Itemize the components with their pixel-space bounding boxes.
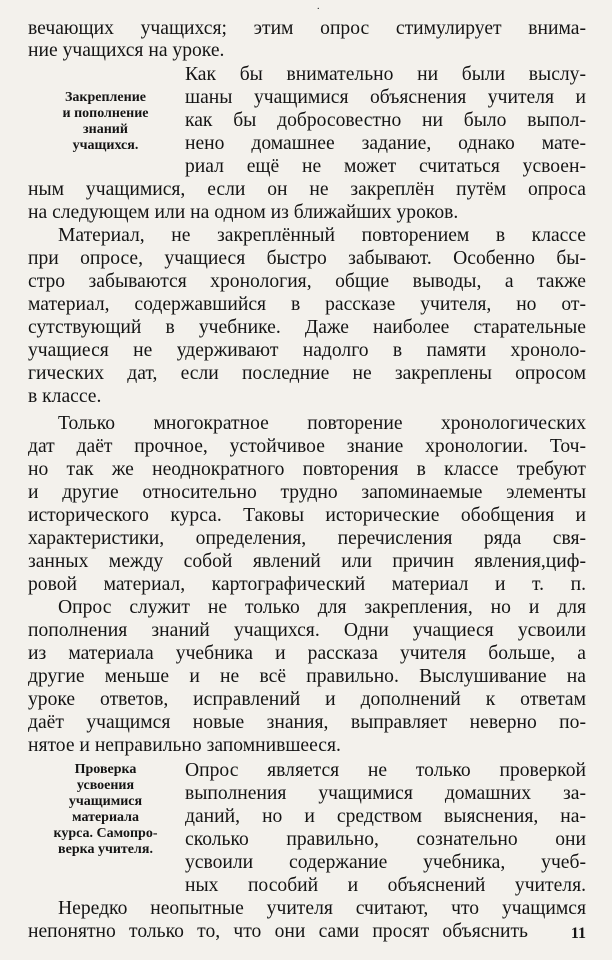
text-line: исторического курса. Таковы исторические обобщения и <box>28 505 586 526</box>
text-line: риал ещё не может считаться усвоен- <box>185 156 586 177</box>
text-line: Опрос является не только проверкой <box>185 760 586 781</box>
text-line: нятое и неправильно запомнившееся. <box>28 735 341 756</box>
text-line: гических дат, если последние не закреплены опросом <box>28 363 586 384</box>
text-line: и другие относительно трудно запоминаемые элементы <box>28 482 586 503</box>
side-note-line: и пополнение <box>62 106 149 121</box>
text-line: но так же неоднократного повторения в классе требуют <box>28 459 586 480</box>
text-line: как бы добросовестно ни было выпол- <box>185 110 586 131</box>
text-line: ных пособий и объяснений учителя. <box>185 875 586 896</box>
text-line: Только многократное повторение хронологических <box>58 413 586 434</box>
text-line: Как бы внимательно ни были выслу- <box>185 64 586 85</box>
side-note-line: усвоения <box>76 778 135 793</box>
text-line: характеристики, определения, перечисления ряда свя- <box>28 528 586 549</box>
text-line: выполнения учащимися домашних за- <box>185 783 586 804</box>
text-line: другие меньше и не всё правильно. Выслушивание на <box>28 666 586 687</box>
side-note-verification <box>28 762 183 858</box>
text-line: непонятно только то, что они сами просят объяснить <box>28 921 528 942</box>
text-line: даний, но и средством выяснения, на- <box>185 806 586 827</box>
text-line: ние учащихся на уроке. <box>28 40 225 61</box>
text-line: шаны учащимися объяснения учителя и <box>185 87 586 108</box>
text-line: занных между собой явлений или причин явления,циф- <box>28 551 586 572</box>
text-line: уроке ответов, исправлений и дополнений к ответам <box>28 689 586 710</box>
text-line: на следующем или на одном из ближайших уроков. <box>28 202 459 223</box>
side-note-line: знаний <box>83 122 128 137</box>
text-line: сколько правильно, сознательно они <box>185 829 586 850</box>
text-line: сутствующий в учебнике. Даже наиболее старательные <box>28 317 586 338</box>
text-line: материал, содержавшийся в рассказе учителя, но от- <box>28 294 586 315</box>
text-line: усвоили содержание учебника, учеб- <box>185 852 586 873</box>
side-note-line: учащимися <box>68 794 143 809</box>
book-page <box>28 0 586 960</box>
text-line: Нередко неопытные учителя считают, что учащимся <box>58 898 586 919</box>
text-line: нено домашнее задание, однако мате- <box>185 133 586 154</box>
top-mark: . <box>317 1 320 12</box>
side-note-line: материала <box>72 810 139 825</box>
text-line: Материал, не закреплённый повторением в классе <box>58 225 586 246</box>
text-line: при опросе, учащиеся быстро забывают. Особенно бы- <box>28 248 586 269</box>
text-line: в классе. <box>28 386 102 407</box>
side-note-line: учащихся. <box>72 138 139 153</box>
side-note-consolidation <box>38 90 173 154</box>
text-line: стро забываются хронология, общие выводы, а также <box>28 271 586 292</box>
text-line: вечающих учащихся; этим опрос стимулирует внима- <box>28 18 586 39</box>
side-note-line: верка учителя. <box>58 842 153 857</box>
side-note-line: Закрепление <box>65 90 146 105</box>
page-number: 11 <box>570 925 586 942</box>
text-line: из материала учебника и рассказа учителя больше, а <box>28 643 586 664</box>
text-line: учащиеся не удерживают надолго в памяти хроноло- <box>28 340 586 361</box>
text-line: ровой материал, картографический материал и т. п. <box>28 574 586 595</box>
text-line: Опрос служит не только для закрепления, но и для <box>58 597 586 618</box>
text-line: даёт учащимся новые знания, выправляет неверно по- <box>28 712 586 733</box>
side-note-line: Проверка <box>74 762 137 777</box>
side-note-line: курса. Самопро- <box>53 826 158 841</box>
text-line: пополнения знаний учащихся. Одни учащиеся усвоили <box>28 620 586 641</box>
text-line: дат даёт прочное, устойчивое знание хронологии. Точ- <box>28 436 586 457</box>
text-line: ным учащимися, если он не закреплён путём опроса <box>28 179 586 200</box>
